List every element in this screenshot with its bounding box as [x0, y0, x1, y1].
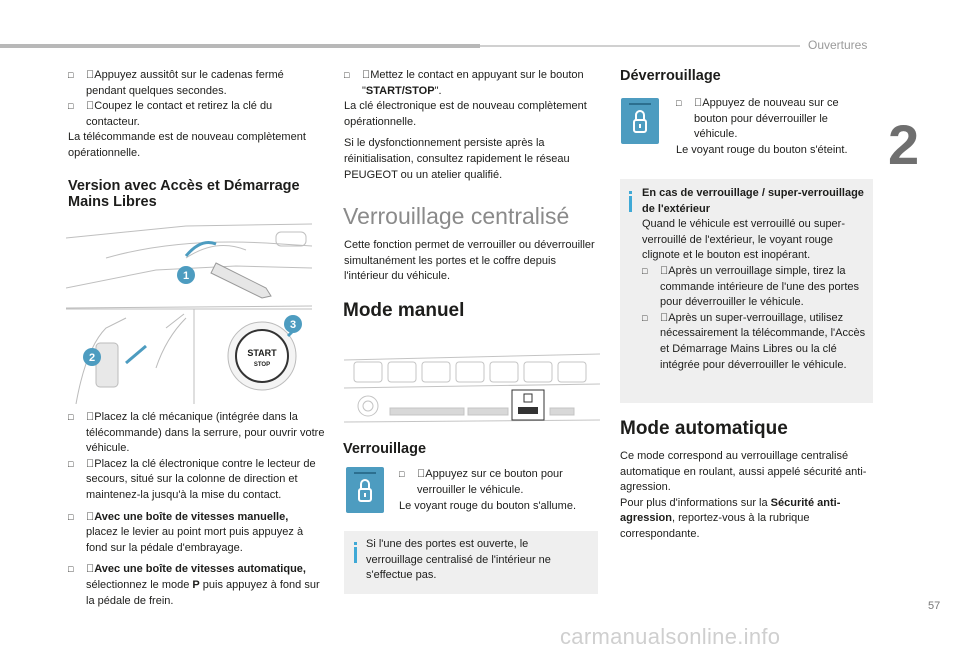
col2-top: [344, 68, 602, 183]
bullet-icon: □: [68, 511, 74, 522]
list-item: □ Appuyez aussitôt sur le cadenas fermé pendant quelques secondes.: [68, 69, 284, 97]
list-item: □ Avec une boîte de vitesses manuelle, placez le levier au point mort puis appuyez à fond sur la pédale d'embrayage.: [68, 510, 304, 554]
heading-manual-mode: Mode manuel: [343, 300, 465, 321]
callout-1: 1: [182, 270, 190, 282]
chapter-number: 2: [888, 113, 920, 176]
note-text: Si l'une des portes est ouverte, le verrouillage centralisé de l'intérieur ne s'effectue pas.: [366, 538, 551, 582]
paragraph: Ce mode correspond au verrouillage centralisé automatique en roulant, aussi appelé sécurité anti-agression.: [620, 450, 867, 494]
auto-mode-text: [620, 449, 874, 543]
list-item: □ Placez la clé électronique contre le lecteur de secours, situé sur la colonne de direction et maintenez-la jusqu'à la mise du contact.: [68, 457, 316, 501]
lock-instructions: [399, 467, 599, 498]
watermark: carmanualsonline.info: [560, 624, 781, 649]
bullet-icon: □: [68, 101, 74, 112]
page-number: 57: [928, 600, 941, 612]
header-rule-light: [480, 45, 800, 47]
paragraph: Cette fonction permet de verrouiller ou déverrouiller simultanément les portes et le coffre depuis l'intérieur du véhicule.: [344, 239, 595, 283]
stop-label: STOP: [253, 362, 271, 368]
section-title: Ouvertures: [808, 38, 868, 52]
note-content: [642, 186, 868, 373]
note-box: [344, 531, 598, 594]
bullet-icon: □: [68, 458, 74, 469]
heading-auto-mode: Mode automatique: [620, 418, 788, 439]
paragraph: La télécommande est de nouveau complètement opérationnelle.: [68, 131, 306, 159]
note-box-exterior-lock: [620, 179, 873, 403]
heading-hands-free: Version avec Accès et Démarrage Mains Libres: [68, 178, 300, 210]
hands-free-illustration: [66, 218, 312, 404]
callout-3: 3: [289, 319, 297, 331]
header-rule: [0, 44, 480, 48]
list-item: □ Après un verrouillage simple, tirez la commande intérieure de l'une des portes pour déverrouiller le véhicule.: [642, 264, 859, 309]
paragraph: Si le dysfonctionnement persiste après la réinitialisation, consultez rapidement le réseau PEUGEOT ou un atelier qualifié.: [344, 137, 570, 181]
list-item: □ Placez la clé mécanique (intégrée dans la télécommande) dans la serrure, pour ouvrir votre véhicule.: [68, 411, 325, 455]
info-icon: [629, 196, 632, 212]
list-item: □ Appuyez sur ce bouton pour verrouiller le véhicule.: [399, 468, 563, 496]
col1-bottom: [68, 410, 326, 609]
list-item: □ Coupez le contact et retirez la clé du contacteur.: [68, 100, 273, 128]
paragraph: Le voyant rouge du bouton s'éteint.: [676, 143, 848, 156]
bullet-icon: □: [676, 98, 682, 108]
bullet-icon: □: [68, 564, 74, 575]
list-item: □ Après un super-verrouillage, utilisez nécessairement la télécommande, l'Accès et Démarrage Mains Libres ou la clé intégrée pour déverrouiller le véhicule.: [642, 311, 866, 371]
callout-2: 2: [88, 352, 96, 364]
lock-button-icon: [346, 467, 384, 513]
info-icon: [354, 547, 357, 563]
list-item: □ Avec une boîte de vitesses automatique, sélectionnez le mode P puis appuyez à fond sur la pédale de frein.: [68, 563, 320, 607]
col1-top: [68, 68, 324, 162]
heading-lock: Verrouillage: [343, 441, 427, 457]
list-item: □ Mettez le contact en appuyant sur le bouton "START/STOP".: [344, 69, 584, 97]
paragraph: La clé électronique est de nouveau complètement opérationnelle.: [344, 100, 587, 128]
dashboard-buttons-illustration: [344, 350, 600, 430]
bullet-icon: □: [399, 469, 405, 479]
unlock-instructions: [676, 96, 872, 158]
heading-unlock: Déverrouillage: [620, 68, 721, 84]
bullet-icon: □: [642, 265, 648, 276]
lock-after: Le voyant rouge du bouton s'allume.: [399, 500, 576, 512]
bullet-icon: □: [642, 312, 648, 323]
heading-central-locking: Verrouillage centralisé: [343, 203, 570, 229]
paragraph: Pour plus d'informations sur la Sécurité anti-agression, reportez-vous à la rubrique correspondante.: [620, 496, 841, 540]
unlock-button-icon: [621, 98, 659, 144]
note-title: En cas de verrouillage / super-verrouillage de l'extérieur: [642, 187, 864, 215]
start-label: START: [247, 348, 277, 358]
bullet-icon: □: [68, 70, 74, 80]
bullet-icon: □: [344, 70, 350, 80]
paragraph: Quand le véhicule est verrouillé ou super-verrouillé de l'extérieur, le voyant rouge clignote et le bouton est inopérant.: [642, 218, 846, 262]
bullet-icon: □: [68, 412, 74, 422]
list-item: □ Appuyez de nouveau sur ce bouton pour déverrouiller le véhicule.: [676, 97, 839, 141]
